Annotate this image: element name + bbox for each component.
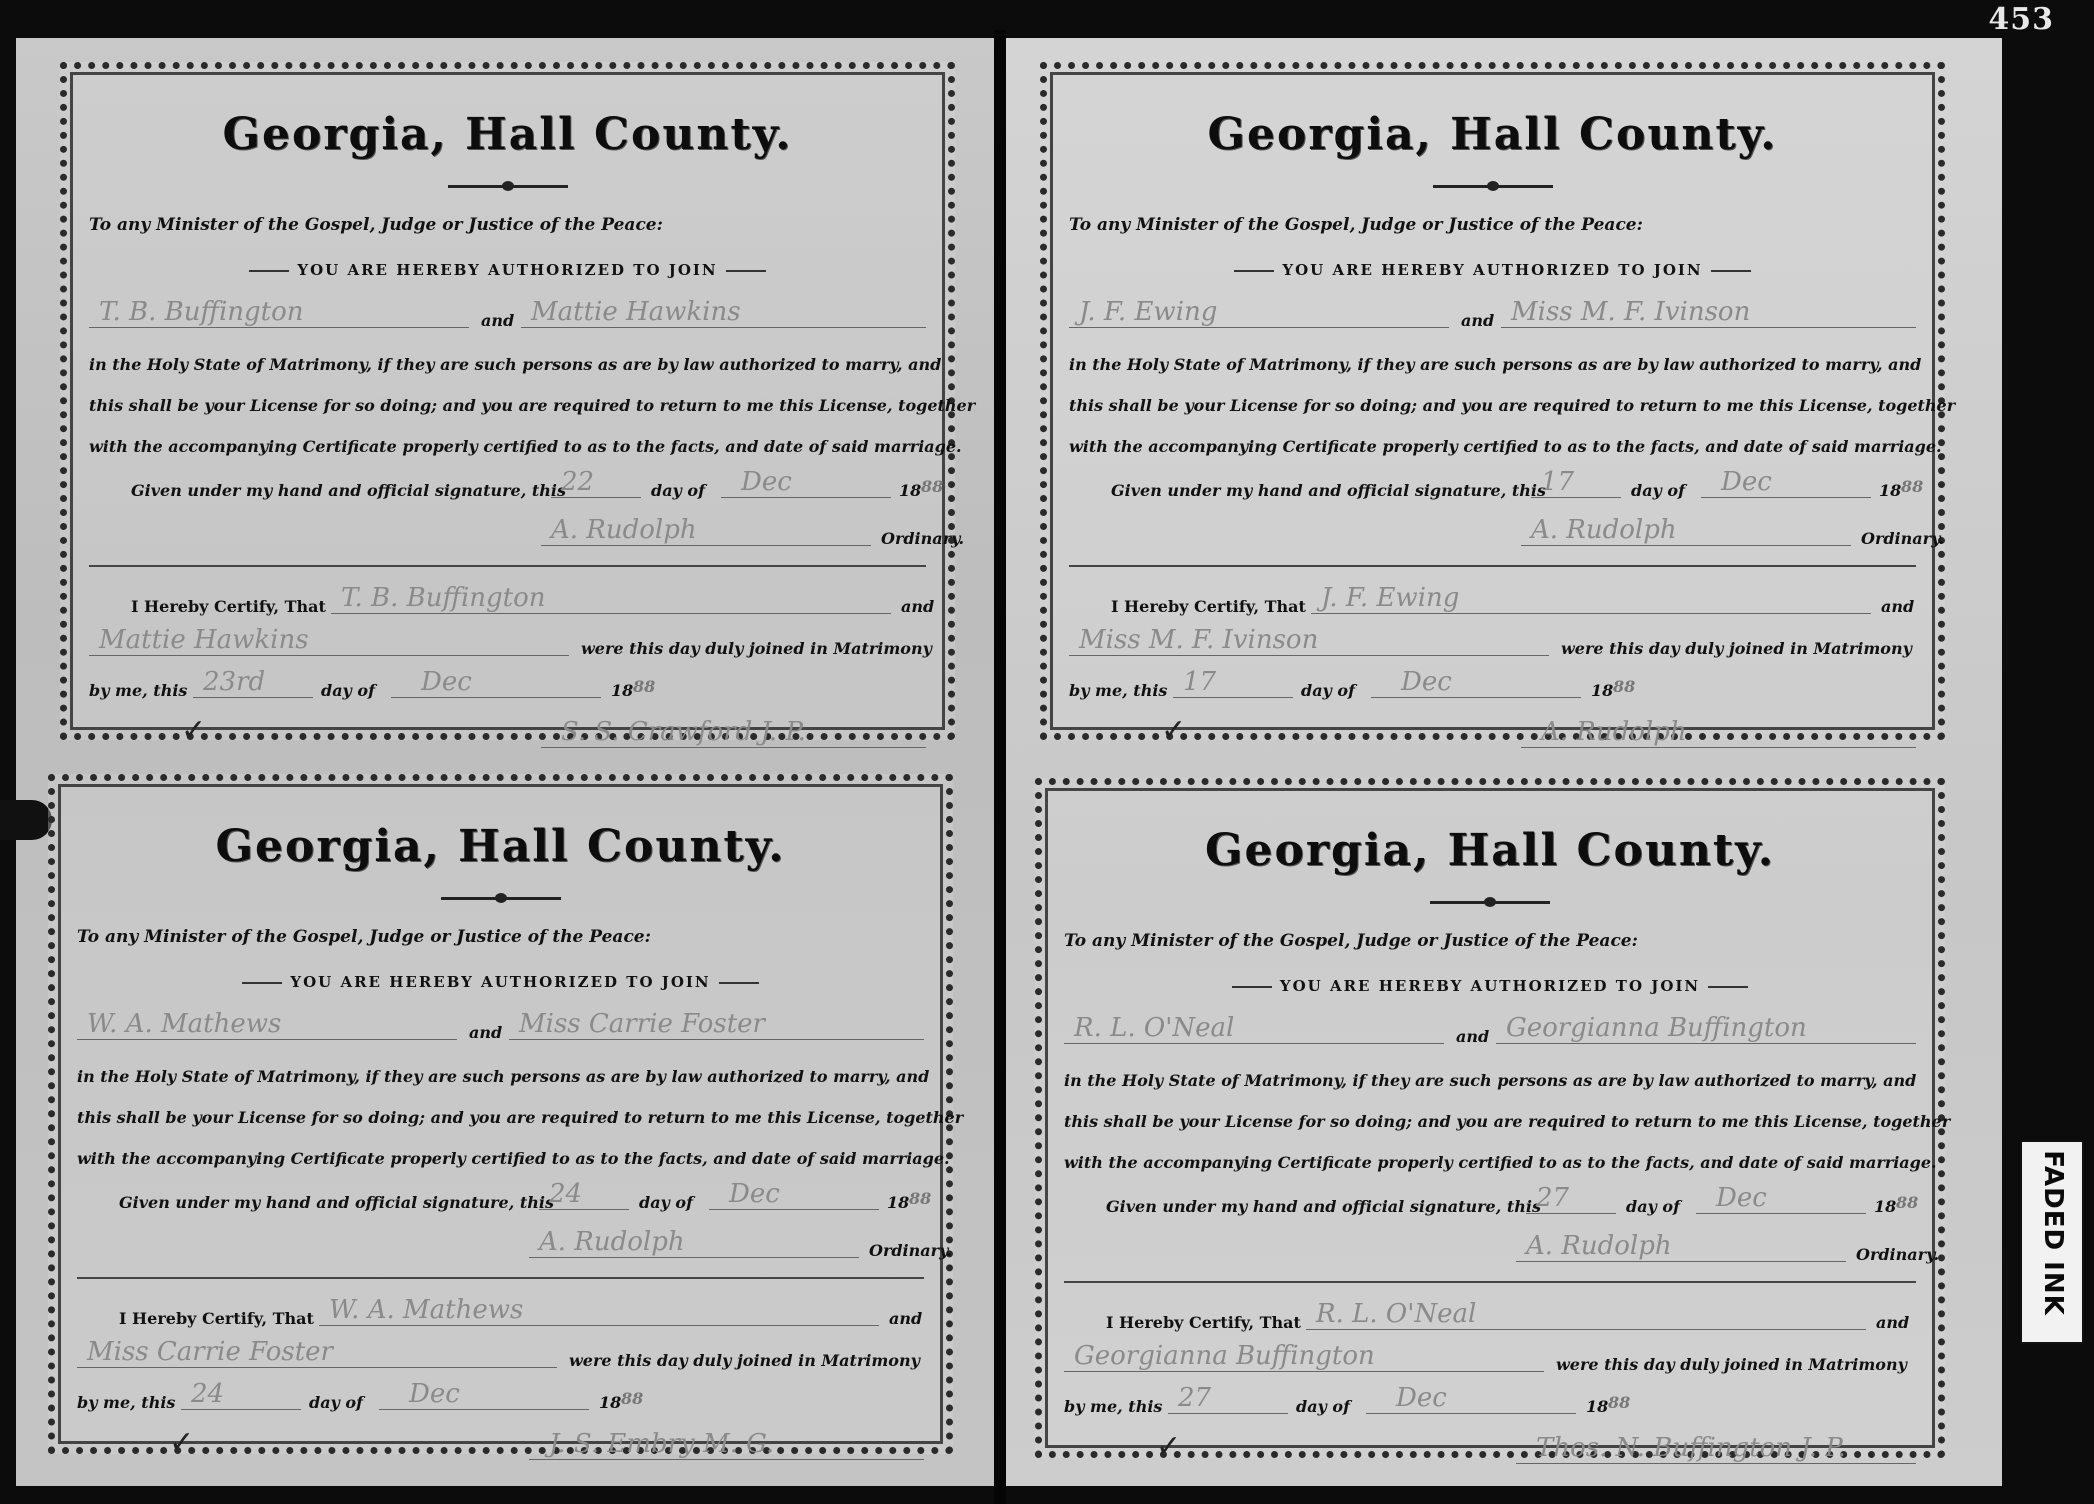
body-line-3: with the accompanying Certificate properly certified to as to the facts, and date of said marriage.: [77, 1149, 950, 1168]
given-day: 24: [549, 1179, 583, 1209]
bride-field: [1496, 1009, 1916, 1044]
ordinary-label: Ordinary.: [1856, 1245, 1940, 1264]
bride-field: [1501, 293, 1916, 328]
ordinary-signature-field: [1516, 1227, 1846, 1262]
body-line-1: in the Holy State of Matrimony, if they are such persons as are by law authorized to marry, and: [89, 355, 942, 374]
certificate-heading: Georgia, Hall County.: [1204, 825, 1776, 876]
authorized-line: [1061, 261, 1924, 279]
joined-day-field: [193, 663, 313, 698]
body-line-1: in the Holy State of Matrimony, if they are such persons as are by law authorized to marry, and: [1069, 355, 1922, 374]
given-month-field: [709, 1175, 879, 1210]
ornament-bar: [719, 982, 759, 984]
certificate-heading: Georgia, Hall County.: [215, 821, 786, 872]
joined-year-prefix: 18: [1586, 1397, 1609, 1416]
joined-day: 24: [191, 1379, 225, 1409]
officiant-signature: S. S. Crawford J. P.: [561, 717, 806, 747]
given-label: Given under my hand and official signature, this: [131, 481, 566, 500]
certify-groom: W. A. Mathews: [329, 1295, 524, 1325]
given-month-field: [721, 463, 891, 498]
day-of-label: day of: [1626, 1197, 1680, 1216]
ordinary-signature-field: [541, 511, 871, 546]
page-tab: [0, 800, 52, 840]
joined-day-field: [1173, 663, 1293, 698]
authorized-line: [69, 973, 932, 991]
day-of-label: day of: [651, 481, 705, 500]
year-prefix: 18: [1874, 1197, 1897, 1216]
ornament-divider: [1430, 901, 1550, 904]
by-me-label: by me, this: [1064, 1397, 1163, 1416]
given-day-field: [551, 463, 641, 498]
marriage-certificate: [60, 62, 976, 748]
ordinary-signature: A. Rudolph: [1526, 1231, 1672, 1261]
given-year: 88: [1901, 477, 1924, 496]
given-day-field: [1531, 463, 1621, 498]
given-year: 88: [1896, 1193, 1919, 1212]
ornament-bar: [726, 270, 766, 272]
ordinary-signature-field: [1521, 511, 1851, 546]
given-day: 22: [561, 467, 595, 497]
officiant-field: [1516, 1429, 1916, 1464]
ornament-divider: [441, 897, 561, 900]
joined-label: were this day duly joined in Matrimony: [1561, 639, 1912, 658]
stamp-label: FADED INK: [2038, 1150, 2068, 1316]
joined-month: Dec: [409, 1379, 460, 1409]
section-rule: [77, 1277, 924, 1279]
bride-field: [509, 1005, 924, 1040]
page-number: 453: [1988, 2, 2054, 37]
salutation: To any Minister of the Gospel, Judge or Justice of the Peace:: [89, 215, 663, 235]
joined-label: were this day duly joined in Matrimony: [1556, 1355, 1907, 1374]
groom-field: [1069, 293, 1449, 328]
joined-day-of-label: day of: [1301, 681, 1355, 700]
given-label: Given under my hand and official signature, this: [1111, 481, 1546, 500]
certify-and-label: and: [1881, 597, 1915, 616]
authorized-line: [81, 261, 934, 279]
ornament-bar: [249, 270, 289, 272]
day-of-label: day of: [1631, 481, 1685, 500]
body-line-3: with the accompanying Certificate properly certified to as to the facts, and date of said marriage.: [1064, 1153, 1937, 1172]
certify-bride-field: [89, 621, 569, 656]
given-year: 88: [909, 1189, 932, 1208]
joined-month-field: [379, 1375, 589, 1410]
given-month: Dec: [1721, 467, 1772, 497]
bride-name: Miss M. F. Ivinson: [1511, 297, 1751, 327]
certify-label: I Hereby Certify, That: [131, 597, 326, 616]
body-line-2: this shall be your License for so doing; and you are required to return to me this License, together: [77, 1108, 964, 1127]
ordinary-label: Ordinary.: [1861, 529, 1945, 548]
certify-and-label: and: [901, 597, 935, 616]
joined-day: 17: [1183, 667, 1217, 697]
authorized-text: YOU ARE HEREBY AUTHORIZED TO JOIN: [1282, 261, 1703, 279]
groom-name: J. F. Ewing: [1079, 297, 1218, 327]
officiant-signature: Thos. N. Buffington J. P.: [1536, 1433, 1846, 1463]
officiant-field: [1521, 713, 1916, 748]
given-month: Dec: [741, 467, 792, 497]
joined-label: were this day duly joined in Matrimony: [569, 1351, 920, 1370]
ornament-divider: [1433, 185, 1553, 188]
joined-year: 88: [1613, 677, 1636, 696]
certificate-heading: Georgia, Hall County.: [222, 109, 793, 160]
given-month: Dec: [729, 1179, 780, 1209]
certify-groom-field: [331, 579, 891, 614]
certify-label: I Hereby Certify, That: [1106, 1313, 1301, 1332]
joined-month: Dec: [421, 667, 472, 697]
joined-year-prefix: 18: [1591, 681, 1614, 700]
given-month-field: [1701, 463, 1871, 498]
salutation: To any Minister of the Gospel, Judge or Justice of the Peace:: [77, 927, 651, 947]
year-prefix: 18: [899, 481, 922, 500]
certify-bride: Georgianna Buffington: [1074, 1341, 1375, 1371]
joined-month: Dec: [1401, 667, 1452, 697]
groom-field: [89, 293, 469, 328]
joined-day: 23rd: [203, 667, 266, 697]
book-gutter: [994, 30, 1006, 1504]
given-year: 88: [921, 477, 944, 496]
joined-day-of-label: day of: [309, 1393, 363, 1412]
given-label: Given under my hand and official signature, this: [119, 1193, 554, 1212]
body-line-2: this shall be your License for so doing; and you are required to return to me this License, together: [1064, 1112, 1951, 1131]
joined-label: were this day duly joined in Matrimony: [581, 639, 932, 658]
groom-name: T. B. Buffington: [99, 297, 304, 327]
day-of-label: day of: [639, 1193, 693, 1212]
ornament-bar: [1711, 270, 1751, 272]
given-day-field: [1526, 1179, 1616, 1214]
ordinary-signature: A. Rudolph: [1531, 515, 1677, 545]
bride-name: Mattie Hawkins: [531, 297, 741, 327]
certify-bride: Mattie Hawkins: [99, 625, 309, 655]
body-line-3: with the accompanying Certificate properly certified to as to the facts, and date of said marriage.: [1069, 437, 1942, 456]
joined-day-of-label: day of: [321, 681, 375, 700]
check-mark-icon: ✓: [1156, 1429, 1182, 1464]
certify-groom-field: [1306, 1295, 1866, 1330]
marriage-certificate: [1035, 778, 1951, 1464]
bride-name: Georgianna Buffington: [1506, 1013, 1807, 1043]
groom-name: W. A. Mathews: [87, 1009, 282, 1039]
certify-bride-field: [1069, 621, 1549, 656]
certify-bride: Miss Carrie Foster: [87, 1337, 333, 1367]
year-prefix: 18: [1879, 481, 1902, 500]
certify-groom-field: [1311, 579, 1871, 614]
joined-day-field: [181, 1375, 301, 1410]
check-mark-icon: ✓: [181, 713, 207, 748]
certify-bride-field: [77, 1333, 557, 1368]
given-label: Given under my hand and official signature, this: [1106, 1197, 1541, 1216]
joined-day-field: [1168, 1379, 1288, 1414]
certify-groom: T. B. Buffington: [341, 583, 546, 613]
joined-month-field: [391, 663, 601, 698]
given-day: 17: [1541, 467, 1575, 497]
marriage-certificate: [1040, 62, 1956, 748]
certify-groom: R. L. O'Neal: [1316, 1299, 1477, 1329]
and-label: and: [469, 1023, 503, 1042]
given-day-field: [539, 1175, 629, 1210]
faded-ink-stamp: [2020, 1140, 2084, 1344]
certify-bride: Miss M. F. Ivinson: [1079, 625, 1319, 655]
joined-month: Dec: [1396, 1383, 1447, 1413]
section-rule: [89, 565, 926, 567]
authorized-text: YOU ARE HEREBY AUTHORIZED TO JOIN: [290, 973, 711, 991]
ordinary-signature-field: [529, 1223, 859, 1258]
certify-and-label: and: [1876, 1313, 1910, 1332]
joined-day-of-label: day of: [1296, 1397, 1350, 1416]
certificate-heading: Georgia, Hall County.: [1207, 109, 1778, 160]
by-me-label: by me, this: [89, 681, 188, 700]
ordinary-label: Ordinary.: [869, 1241, 953, 1260]
and-label: and: [1456, 1027, 1490, 1046]
ornament-divider: [448, 185, 568, 188]
by-me-label: by me, this: [77, 1393, 176, 1412]
joined-month-field: [1371, 663, 1581, 698]
body-line-3: with the accompanying Certificate properly certified to as to the facts, and date of said marriage.: [89, 437, 962, 456]
joined-year: 88: [621, 1389, 644, 1408]
joined-month-field: [1366, 1379, 1576, 1414]
bride-name: Miss Carrie Foster: [519, 1009, 765, 1039]
section-rule: [1069, 565, 1916, 567]
joined-year-prefix: 18: [599, 1393, 622, 1412]
groom-field: [77, 1005, 457, 1040]
certify-bride-field: [1064, 1337, 1544, 1372]
ordinary-signature: A. Rudolph: [551, 515, 697, 545]
section-rule: [1064, 1281, 1916, 1283]
bride-field: [521, 293, 926, 328]
by-me-label: by me, this: [1069, 681, 1168, 700]
officiant-field: [529, 1425, 924, 1460]
certify-groom: J. F. Ewing: [1321, 583, 1460, 613]
given-month-field: [1696, 1179, 1866, 1214]
joined-day: 27: [1178, 1383, 1212, 1413]
ordinary-signature: A. Rudolph: [539, 1227, 685, 1257]
authorized-text: YOU ARE HEREBY AUTHORIZED TO JOIN: [1279, 977, 1701, 995]
check-mark-icon: ✓: [1161, 713, 1187, 748]
marriage-certificate: [48, 774, 964, 1460]
groom-name: R. L. O'Neal: [1074, 1013, 1235, 1043]
ornament-bar: [1234, 270, 1274, 272]
body-line-1: in the Holy State of Matrimony, if they are such persons as are by law authorized to marry, and: [1064, 1071, 1917, 1090]
given-month: Dec: [1716, 1183, 1767, 1213]
body-line-1: in the Holy State of Matrimony, if they are such persons as are by law authorized to marry, and: [77, 1067, 930, 1086]
body-line-2: this shall be your License for so doing; and you are required to return to me this License, together: [89, 396, 976, 415]
officiant-signature: A. Rudolph: [1541, 717, 1687, 747]
check-mark-icon: ✓: [169, 1425, 195, 1460]
ornament-bar: [1708, 986, 1748, 988]
salutation: To any Minister of the Gospel, Judge or Justice of the Peace:: [1064, 931, 1638, 951]
certify-label: I Hereby Certify, That: [119, 1309, 314, 1328]
joined-year-prefix: 18: [611, 681, 634, 700]
salutation: To any Minister of the Gospel, Judge or Justice of the Peace:: [1069, 215, 1643, 235]
officiant-signature: J. S. Embry M. G.: [549, 1429, 775, 1459]
and-label: and: [1461, 311, 1495, 330]
authorized-text: YOU ARE HEREBY AUTHORIZED TO JOIN: [297, 261, 718, 279]
ordinary-label: Ordinary.: [881, 529, 965, 548]
groom-field: [1064, 1009, 1444, 1044]
year-prefix: 18: [887, 1193, 910, 1212]
ornament-bar: [1232, 986, 1272, 988]
certify-and-label: and: [889, 1309, 923, 1328]
given-day: 27: [1536, 1183, 1570, 1213]
ornament-bar: [242, 982, 282, 984]
joined-year: 88: [1608, 1393, 1631, 1412]
body-line-2: this shall be your License for so doing; and you are required to return to me this License, together: [1069, 396, 1956, 415]
authorized-line: [1056, 977, 1924, 995]
certify-label: I Hereby Certify, That: [1111, 597, 1306, 616]
officiant-field: [541, 713, 926, 748]
and-label: and: [481, 311, 515, 330]
joined-year: 88: [633, 677, 656, 696]
certify-groom-field: [319, 1291, 879, 1326]
